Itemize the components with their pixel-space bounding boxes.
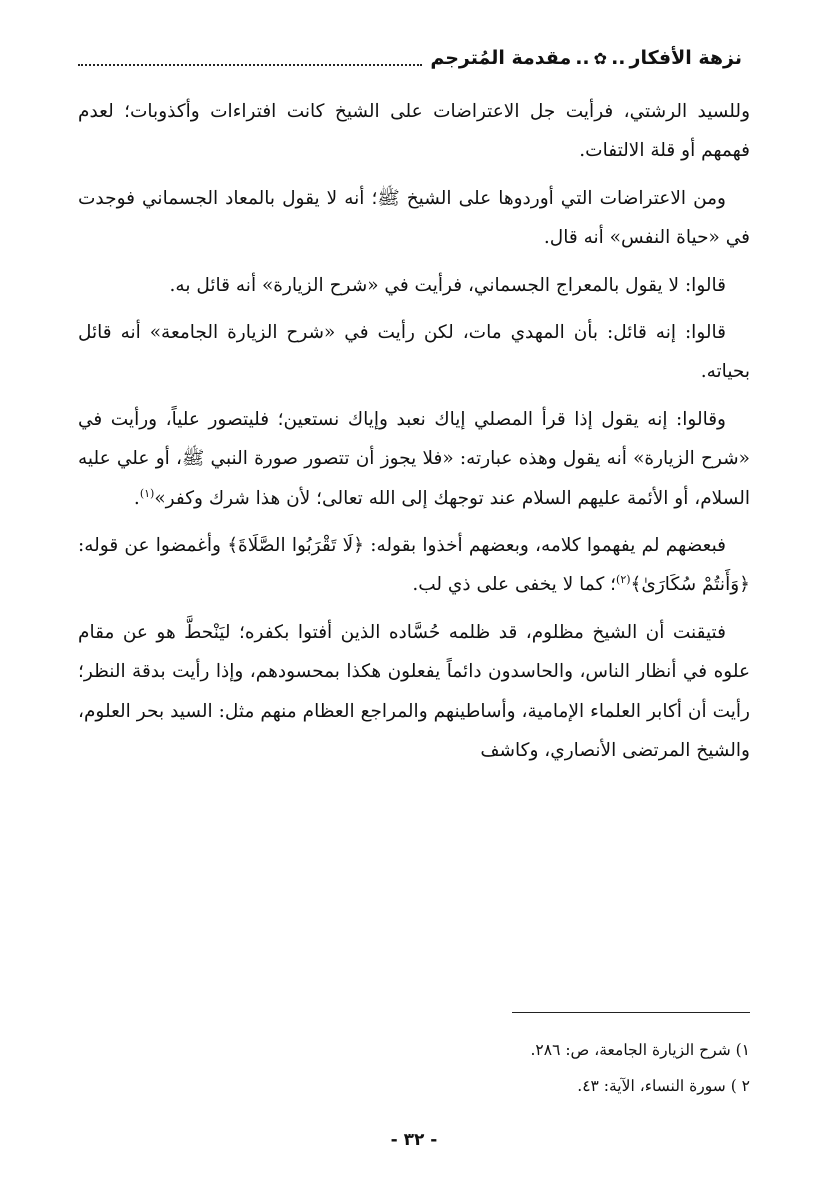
header-separator: .. bbox=[575, 47, 590, 69]
paragraph-text: فبعضهم لم يفهموا كلامه، وبعضهم أخذوا بقوله: ﴿لَا تَقْرَبُوا الصَّلَاةَ﴾ وأغمضوا عن قوله: ﴿وَأَنتُمْ سُكَارَىٰ﴾ bbox=[78, 535, 750, 596]
paragraph-with-footnote bbox=[78, 526, 750, 605]
paragraph-text: وقالوا: إنه يقول إذا قرأ المصلي إياك نعبد وإياك نستعين؛ فليتصور علياً، ورأيت في «شرح الزيارة» أنه يقول وهذه عبارته: «فلا يجوز أن تتصور صورة النبي ﷺ، أو علي عليه السلام، أو الأئمة عليهم السلام عند توجهك إلى الله تعالى؛ لأن هذا شرك وكفر» bbox=[78, 408, 750, 509]
section-title: مقدمة المُترجم bbox=[430, 47, 572, 69]
footnote-ref: (٢) bbox=[616, 573, 631, 587]
paragraph: وللسيد الرشتي، فرأيت جل الاعتراضات على الشيخ كانت افتراءات وأكذوبات؛ لعدم فهمهم أو قلة الالتفات. bbox=[78, 101, 750, 162]
header-dotted-leader bbox=[78, 64, 422, 66]
paragraph: قالوا: لا يقول بالمعراج الجسماني، فرأيت في «شرح الزيارة» أنه قائل به. bbox=[169, 274, 726, 296]
header-title bbox=[422, 47, 750, 69]
footnote-ref: (١) bbox=[139, 486, 155, 500]
paragraph-end: . bbox=[133, 487, 140, 509]
flower-ornament-icon: ✿ bbox=[593, 48, 608, 68]
running-header bbox=[78, 40, 750, 76]
paragraph: ومن الاعتراضات التي أوردوها على الشيخ ﷺ؛ أنه لا يقول بالمعاد الجسماني فوجدت في «حياة النفس» أنه قال. bbox=[78, 187, 750, 249]
paragraph-with-footnote bbox=[78, 400, 750, 518]
footnote: ١) شرح الزيارة الجامعة، ص: ٢٨٦. bbox=[530, 1041, 750, 1059]
footnote-separator bbox=[512, 1012, 750, 1013]
book-title: نزهة الأفكار bbox=[629, 47, 742, 69]
body-text bbox=[78, 92, 750, 779]
paragraph-end: ؛ كما لا يخفى على ذي لب. bbox=[412, 574, 617, 596]
header-separator: .. bbox=[611, 47, 626, 69]
paragraph: قالوا: إنه قائل: بأن المهدي مات، لكن رأيت في «شرح الزيارة الجامعة» أنه قائل بحياته. bbox=[78, 322, 750, 383]
paragraph: فتيقنت أن الشيخ مظلوم، قد ظلمه حُسَّاده الذين أفتوا بكفره؛ ليَنْحطَّ هو عن مقام علوه في أنظار الناس، والحاسدون دائماً يفعلون هكذا بمحسودهم، وإذا رأيت بدقة النظر؛ رأيت أن أكابر العلماء الإمامية، وأساطينهم والمراجع العظام منهم مثل: السيد بحر العلوم، والشيخ المرتضى الأنصاري، وكاشف bbox=[78, 621, 750, 762]
page-number: - ٣٢ - bbox=[390, 1130, 438, 1150]
footnote: ٢ ) سورة النساء، الآية: ٤٣. bbox=[577, 1077, 750, 1095]
footnotes bbox=[78, 1032, 750, 1104]
